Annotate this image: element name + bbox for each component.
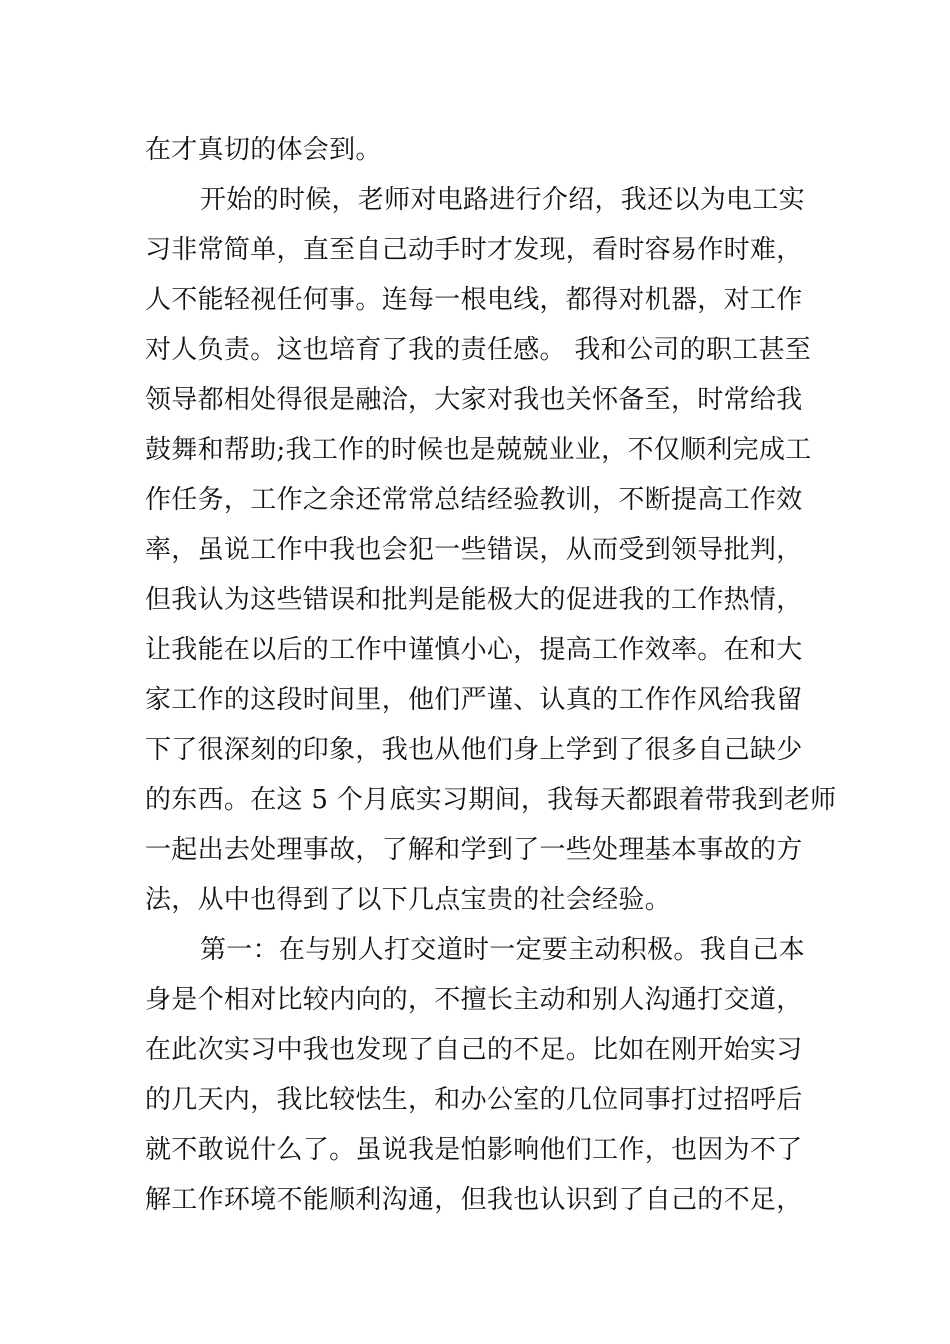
- text-line: 领导都相处得很是融洽，大家对我也关怀备至，时常给我: [145, 385, 803, 415]
- text-line: 法，从中也得到了以下几点宝贵的社会经验。: [145, 885, 672, 915]
- text-line: 解工作环境不能顺利沟通，但我也认识到了自己的不足，: [145, 1185, 803, 1215]
- paragraph-first-line: 开始的时候，老师对电路进行介绍，我还以为电工实: [200, 185, 805, 215]
- text-line: 习非常简单，直至自己动手时才发现，看时容易作时难，: [145, 235, 803, 265]
- text-line: 一起出去处理事故，了解和学到了一些处理基本事故的方: [145, 835, 803, 865]
- text-line: 对人负责。这也培育了我的责任感。 我和公司的职工甚至: [145, 335, 812, 365]
- text-line: 的东西。在这 5 个月底实习期间，我每天都跟着带我到老师: [145, 785, 837, 815]
- text-line: 身是个相对比较内向的，不擅长主动和别人沟通打交道，: [145, 985, 803, 1015]
- text-line: 率，虽说工作中我也会犯一些错误，从而受到领导批判，: [145, 535, 803, 565]
- text-line: 下了很深刻的印象，我也从他们身上学到了很多自己缺少: [145, 735, 803, 765]
- text-line: 但我认为这些错误和批判是能极大的促进我的工作热情，: [145, 585, 803, 615]
- text-line: 就不敢说什么了。虽说我是怕影响他们工作，也因为不了: [145, 1135, 803, 1165]
- text-line: 在此次实习中我也发现了自己的不足。比如在刚开始实习: [145, 1035, 803, 1065]
- text-line: 让我能在以后的工作中谨慎小心，提高工作效率。在和大: [145, 635, 803, 665]
- paragraph-first-line: 第一：在与别人打交道时一定要主动积极。我自己本: [200, 935, 805, 965]
- text-line: 人不能轻视任何事。连每一根电线，都得对机器，对工作: [145, 285, 803, 315]
- text-line: 鼓舞和帮助;我工作的时候也是兢兢业业，不仅顺利完成工: [145, 435, 812, 465]
- text-line: 作任务，工作之余还常常总结经验教训，不断提高工作效: [145, 485, 803, 515]
- text-line: 家工作的这段时间里，他们严谨、认真的工作作风给我留: [145, 685, 803, 715]
- text-line: 在才真切的体会到。: [145, 135, 382, 165]
- text-line: 的几天内，我比较怯生，和办公室的几位同事打过招呼后: [145, 1085, 803, 1115]
